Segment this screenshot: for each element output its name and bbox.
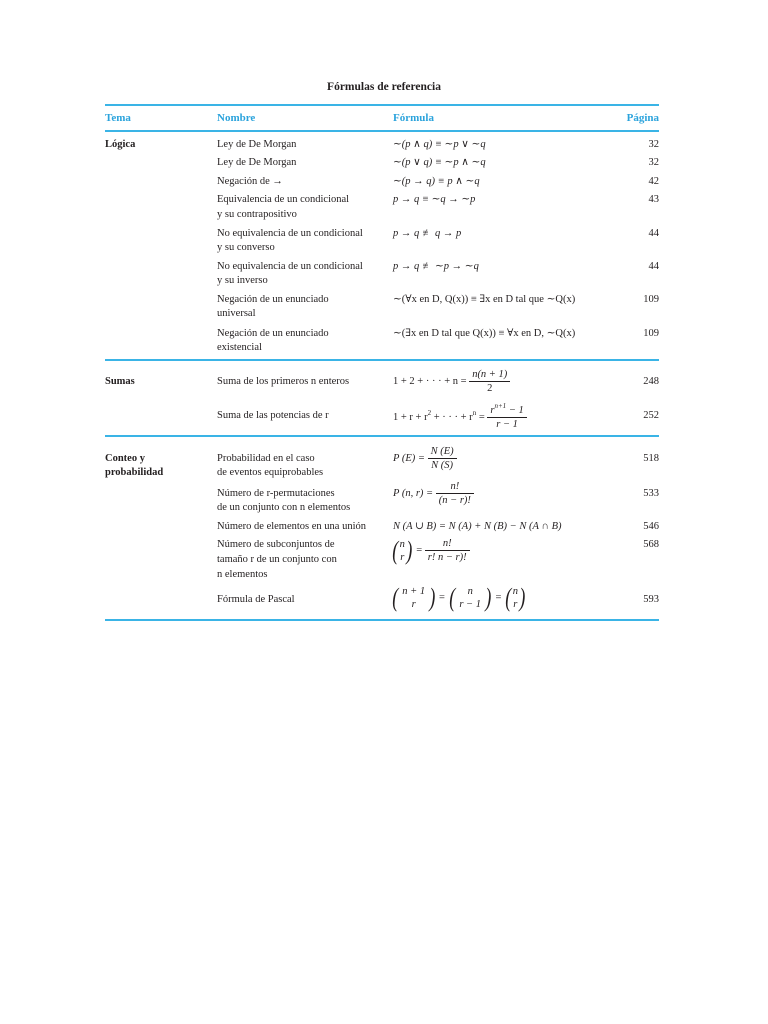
fraction-denominator: r − 1 — [496, 419, 518, 430]
formula-union: N (A ∪ B) = N (A) + N (B) − N (A ∩ B) — [393, 521, 562, 532]
name-permutaciones-line2: de un conjunto con n elementos — [217, 502, 351, 513]
paren-right: ) — [428, 583, 436, 612]
formula-neg-existencial: ∼(∃x en D tal que Q(x)) ≡ ∀x en D, ∼Q(x) — [393, 328, 576, 339]
fraction-denominator: r! n − r)! — [427, 552, 467, 563]
lhs-exponent: n — [472, 409, 477, 417]
header-nombre: Nombre — [217, 112, 256, 124]
fraction-denominator: 2 — [487, 383, 493, 394]
fraction-numerator — [487, 400, 526, 418]
paren-left: ( — [505, 583, 512, 612]
binomial-top: n — [512, 586, 518, 597]
page-number: 32 — [648, 157, 659, 168]
page-number: 32 — [648, 139, 659, 150]
name-union: Número de elementos en una unión — [217, 521, 366, 532]
name-converso-line1: No equivalencia de un condicional — [217, 228, 363, 239]
header-formula: Fórmula — [393, 112, 434, 124]
page-number: 533 — [643, 488, 659, 499]
name-permutaciones-line1: Número de r-permutaciones — [217, 488, 335, 499]
equals-sign: = — [495, 592, 502, 604]
binomial-n-r1 — [448, 585, 493, 611]
lhs-part: + · · · + r — [431, 412, 473, 423]
name-contrapositivo-line2: y su contrapositivo — [217, 209, 297, 220]
paren-left: ( — [392, 535, 399, 565]
suma-potencias-fraction — [487, 400, 526, 431]
page-number: 109 — [643, 328, 659, 339]
binomial-stack — [400, 585, 428, 611]
binomial-top: n — [467, 586, 473, 597]
binomial-n1-r — [391, 585, 436, 611]
header-bottom-rule — [105, 130, 659, 132]
lhs-part: 1 + r + r — [393, 412, 428, 423]
name-neg-universal-line1: Negación de un enunciado — [217, 294, 329, 305]
page-number: 43 — [648, 194, 659, 205]
name-pascal: Fórmula de Pascal — [217, 594, 295, 605]
formula-contrapositivo: p → q ≡ ∼q → ∼p — [393, 194, 476, 205]
name-probabilidad-line2: de eventos equiprobables — [217, 467, 324, 478]
name-de-morgan-2: Ley de De Morgan — [217, 157, 297, 168]
name-inverso-line2: y su inverso — [217, 275, 268, 286]
permutaciones-fraction — [436, 480, 474, 507]
formula-de-morgan-2: ∼(p ∨ q) ≡ ∼p ∧ ∼q — [393, 157, 486, 168]
formula-probabilidad — [393, 445, 457, 472]
binomial-stack — [513, 585, 518, 611]
fraction-numerator: n(n + 1) — [469, 368, 510, 382]
formula-suma-enteros — [393, 368, 510, 395]
name-neg-existencial-line2: existencial — [217, 342, 262, 353]
numerator-exponent: n+1 — [494, 402, 507, 410]
name-negacion-condicional: Negación de → — [217, 176, 283, 187]
name-inverso-line1: No equivalencia de un condicional — [217, 261, 363, 272]
name-contrapositivo-line1: Equivalencia de un condicional — [217, 194, 350, 205]
paren-right: ) — [485, 583, 492, 612]
topic-conteo-line1: Conteo y — [105, 453, 145, 464]
fraction-numerator: n! — [436, 480, 474, 494]
page-number: 568 — [643, 539, 659, 550]
paren-right: ) — [406, 535, 413, 565]
name-neg-existencial-line1: Negación de un enunciado — [217, 328, 329, 339]
binomial-n-r — [504, 585, 527, 611]
binomial-top: n + 1 — [402, 586, 426, 597]
binomial-n-r — [391, 535, 414, 565]
page-title: Fórmulas de referencia — [327, 81, 441, 93]
binomial-bottom: r — [400, 551, 405, 563]
name-suma-enteros: Suma de los primeros n enteros — [217, 376, 350, 387]
page-number: 248 — [643, 376, 659, 387]
formula-converso: p → q ≢ q → p — [393, 228, 462, 239]
formula-inverso: p → q ≢ ∼p → ∼q — [393, 261, 479, 272]
header-pagina: Página — [626, 112, 659, 124]
equals-sign: = — [438, 592, 445, 604]
equals-sign: = — [416, 545, 423, 556]
lhs-equals: = — [476, 412, 485, 423]
formula-permutaciones — [393, 480, 474, 507]
formula-pascal — [391, 585, 527, 611]
paren-left: ( — [392, 583, 399, 612]
numerator-base: r — [490, 405, 495, 416]
binomial-bottom: r − 1 — [459, 599, 482, 610]
page-number: 44 — [648, 228, 659, 239]
formula-suma-potencias — [393, 400, 527, 431]
binomial-stack — [456, 585, 484, 611]
section-rule — [105, 435, 659, 437]
formula-negacion-condicional: ∼(p → q) ≡ p ∧ ∼q — [393, 176, 480, 187]
page-number: 109 — [643, 294, 659, 305]
topic-conteo-line2: probabilidad — [105, 467, 164, 478]
name-subconjuntos-line1: Número de subconjuntos de — [217, 539, 335, 550]
permutaciones-lhs: P (n, r) = — [393, 488, 434, 499]
page-number: 44 — [648, 261, 659, 272]
binomial-bottom: r — [513, 599, 518, 610]
suma-enteros-fraction — [469, 368, 510, 395]
header-tema: Tema — [105, 112, 131, 124]
probabilidad-fraction — [428, 445, 457, 472]
topic-sumas: Sumas — [105, 376, 135, 387]
page-number: 42 — [648, 176, 659, 187]
fraction-numerator: n! — [425, 537, 470, 551]
lhs-exponent: 2 — [427, 409, 432, 417]
name-neg-universal-line2: universal — [217, 308, 256, 319]
name-probabilidad-line1: Probabilidad en el caso — [217, 453, 315, 464]
numerator-minus: − 1 — [506, 405, 524, 416]
suma-enteros-lhs: 1 + 2 + · · · + n = — [393, 376, 467, 387]
suma-potencias-lhs — [393, 409, 485, 423]
formula-subconjuntos — [391, 537, 470, 564]
binomial-stack — [400, 538, 405, 564]
page-number: 518 — [643, 453, 659, 464]
fraction-denominator: N (S) — [431, 460, 454, 471]
paren-left: ( — [448, 583, 455, 612]
name-suma-potencias: Suma de las potencias de r — [217, 410, 329, 421]
name-subconjuntos-line3: n elementos — [217, 569, 268, 580]
formula-de-morgan-1: ∼(p ∧ q) ≡ ∼p ∨ ∼q — [393, 139, 486, 150]
name-subconjuntos-line2: tamaño r de un conjunto con — [217, 554, 337, 565]
table-bottom-rule — [105, 619, 659, 621]
binomial-top: n — [399, 538, 405, 550]
page-number: 593 — [643, 594, 659, 605]
page-number: 546 — [643, 521, 659, 532]
fraction-numerator: N (E) — [428, 445, 457, 459]
subconjuntos-fraction — [425, 537, 470, 564]
name-de-morgan-1: Ley de De Morgan — [217, 139, 297, 150]
binomial-bottom: r — [411, 599, 416, 610]
probabilidad-lhs: P (E) = — [393, 453, 425, 464]
topic-logica: Lógica — [105, 139, 136, 150]
fraction-denominator: (n − r)! — [438, 495, 471, 506]
page-number: 252 — [643, 410, 659, 421]
formula-neg-universal: ∼(∀x en D, Q(x)) ≡ ∃x en D tal que ∼Q(x) — [393, 294, 576, 305]
section-rule — [105, 359, 659, 361]
paren-right: ) — [519, 583, 526, 612]
name-converso-line2: y su converso — [217, 242, 275, 253]
header-top-rule — [105, 104, 659, 106]
